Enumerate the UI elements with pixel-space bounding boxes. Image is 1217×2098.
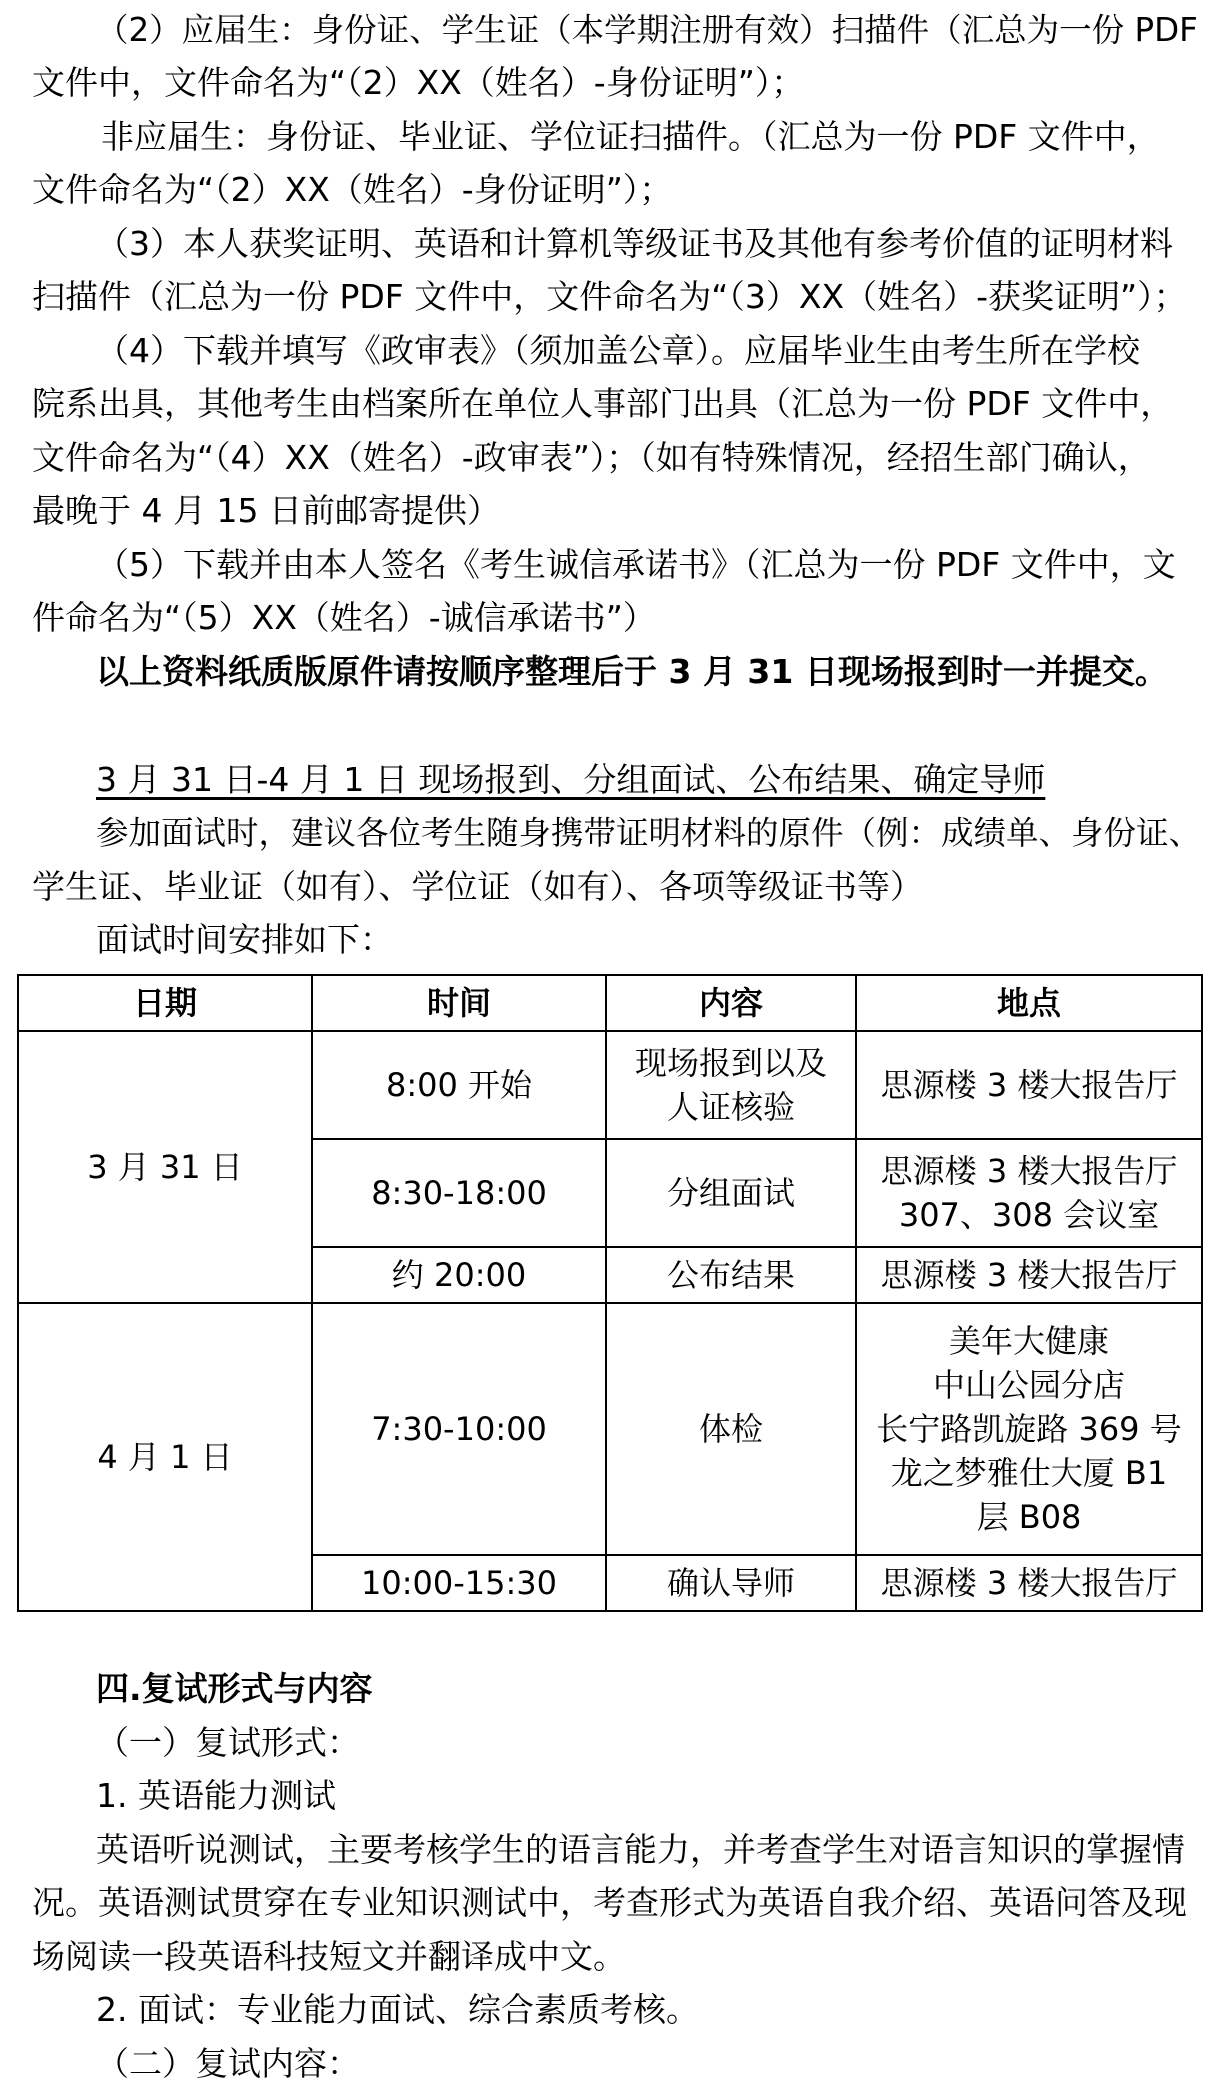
time-cell: 8:30-18:00 bbox=[312, 1139, 606, 1247]
header-date: 日期 bbox=[18, 975, 312, 1031]
para-line: （5）下载并由本人签名《考生诚信承诺书》（汇总为一份 PDF 文件中，文 bbox=[96, 545, 1176, 584]
place-cell: 思源楼 3 楼大报告厅 bbox=[856, 1031, 1202, 1139]
para-line: 文件中，文件命名为“（2）XX（姓名）-身份证明”）； bbox=[32, 63, 805, 102]
table-row bbox=[18, 1303, 1202, 1555]
content-cell: 分组面试 bbox=[606, 1139, 856, 1247]
place-cell: 思源楼 3 楼大报告厅 bbox=[856, 1247, 1202, 1303]
content-cell: 确认导师 bbox=[606, 1555, 856, 1611]
para-line: （2）应届生：身份证、学生证（本学期注册有效）扫描件（汇总为一份 PDF bbox=[96, 11, 1198, 49]
place-line: 307、308 会议室 bbox=[898, 1196, 1160, 1234]
para-line: 院系出具，其他考生由档案所在单位人事部门出具（汇总为一份 PDF 文件中， bbox=[32, 384, 1174, 423]
place-cell bbox=[856, 1303, 1202, 1555]
section-title: 四.复试形式与内容 bbox=[96, 1669, 373, 1708]
date-cell: 3 月 31 日 bbox=[18, 1031, 312, 1303]
place-line: 层 B08 bbox=[976, 1498, 1082, 1536]
body-line: 场阅读一段英语科技短文并翻译成中文。 bbox=[32, 1937, 626, 1976]
schedule-intro: 面试时间安排如下： bbox=[96, 920, 393, 959]
content-cell: 公布结果 bbox=[606, 1247, 856, 1303]
time-cell: 约 20:00 bbox=[312, 1247, 606, 1303]
bold-notice: 以上资料纸质版原件请按顺序整理后于 3 月 31 日现场报到时一并提交。 bbox=[96, 652, 1168, 691]
para-line: 文件命名为“（4）XX（姓名）-政审表”）；（如有特殊情况，经招生部门确认， bbox=[32, 438, 1151, 477]
content-cell: 体检 bbox=[606, 1303, 856, 1555]
content-line: 现场报到以及 bbox=[634, 1044, 827, 1082]
body-line: 况。英语测试贯穿在专业知识测试中，考查形式为英语自我介绍、英语问答及现 bbox=[32, 1883, 1187, 1922]
header-content: 内容 bbox=[606, 975, 856, 1031]
interview-note: 学生证、毕业证（如有）、学位证（如有）、各项等级证书等） bbox=[32, 867, 923, 906]
place-line: 美年大健康 bbox=[948, 1322, 1109, 1360]
place-line: 龙之梦雅仕大厦 B1 bbox=[890, 1454, 1168, 1492]
schedule-table bbox=[17, 974, 1203, 1612]
header-place: 地点 bbox=[856, 975, 1202, 1031]
header-time: 时间 bbox=[312, 975, 606, 1031]
place-line: 长宁路凯旋路 369 号 bbox=[876, 1410, 1182, 1448]
para-line: （3）本人获奖证明、英语和计算机等级证书及其他有参考价值的证明材料 bbox=[96, 224, 1173, 263]
body-line: 英语听说测试，主要考核学生的语言能力，并考查学生对语言知识的掌握情 bbox=[96, 1830, 1185, 1869]
place-cell bbox=[856, 1139, 1202, 1247]
time-cell: 7:30-10:00 bbox=[312, 1303, 606, 1555]
table-row bbox=[18, 1031, 1202, 1139]
time-cell: 10:00-15:30 bbox=[312, 1555, 606, 1611]
content-cell bbox=[606, 1031, 856, 1139]
para-line: 件命名为“（5）XX（姓名）-诚信承诺书”） bbox=[32, 598, 656, 637]
para-line: 文件命名为“（2）XX（姓名）-身份证明”）； bbox=[32, 170, 673, 209]
place-line: 中山公园分店 bbox=[932, 1366, 1125, 1404]
interview-note: 参加面试时，建议各位考生随身携带证明材料的原件（例：成绩单、身份证、 bbox=[96, 814, 1202, 852]
subsection-title: （一）复试形式： bbox=[96, 1723, 360, 1762]
content-line: 人证核验 bbox=[666, 1088, 795, 1126]
table-header-row bbox=[18, 975, 1202, 1031]
subsection-title: （二）复试内容： bbox=[96, 2044, 360, 2083]
date-cell: 4 月 1 日 bbox=[18, 1303, 312, 1611]
place-line: 思源楼 3 楼大报告厅 bbox=[880, 1152, 1178, 1190]
list-item: 1. 英语能力测试 bbox=[96, 1776, 336, 1815]
para-line: 最晚于 4 月 15 日前邮寄提供） bbox=[32, 491, 500, 530]
schedule-heading: 3 月 31 日-4 月 1 日 现场报到、分组面试、公布结果、确定导师 bbox=[96, 760, 1046, 799]
time-cell: 8:00 开始 bbox=[312, 1031, 606, 1139]
place-cell: 思源楼 3 楼大报告厅 bbox=[856, 1555, 1202, 1611]
list-item: 2. 面试：专业能力面试、综合素质考核。 bbox=[96, 1990, 699, 2029]
para-line: （4）下载并填写《政审表》（须加盖公章）。应届毕业生由考生所在学校 bbox=[96, 331, 1140, 370]
para-line: 扫描件（汇总为一份 PDF 文件中，文件命名为“（3）XX（姓名）-获奖证明”）； bbox=[32, 277, 1187, 316]
para-line: 非应届生：身份证、毕业证、学位证扫描件。（汇总为一份 PDF 文件中， bbox=[101, 117, 1160, 156]
